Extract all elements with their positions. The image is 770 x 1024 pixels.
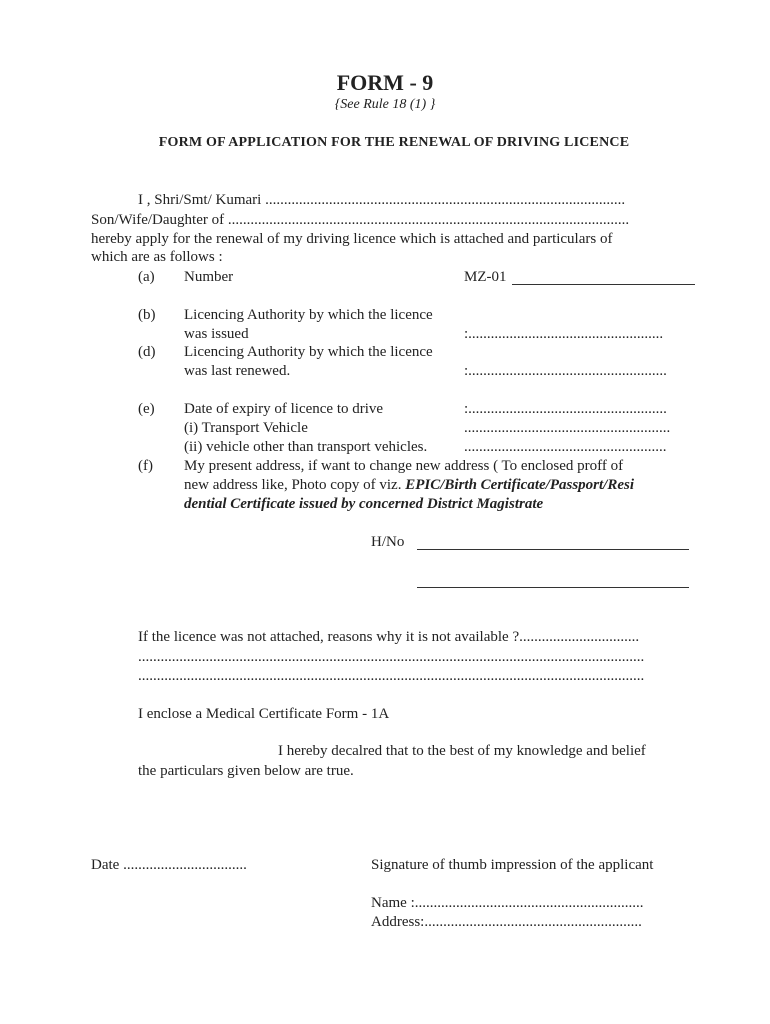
item-b-fill: :.................................................... — [464, 326, 664, 342]
intro-line-4: which are as follows : — [91, 249, 223, 265]
not-attached-line-1: If the licence was not attached, reasons why it is not available ?................................ — [138, 629, 640, 645]
form-subtitle: {See Rule 18 (1) } — [334, 97, 436, 112]
item-e-fill-3: ...................................................... — [464, 439, 667, 455]
item-a-underline — [512, 284, 695, 285]
signature-label: Signature of thumb impression of the applicant — [371, 857, 654, 873]
form-title: FORM - 9 — [336, 70, 434, 95]
item-d-line-1: Licencing Authority by which the licence — [184, 344, 433, 360]
name-field: Name :............................................................. — [371, 895, 644, 911]
item-a-value: MZ-01 — [464, 269, 507, 285]
item-f-letter: (f) — [138, 458, 153, 474]
item-d-fill: :..................................................... — [464, 363, 667, 379]
enclose-statement: I enclose a Medical Certificate Form - 1A — [138, 706, 390, 722]
item-e-fill-1: :..................................................... — [464, 401, 667, 417]
item-d-letter: (d) — [138, 344, 156, 360]
item-f-line-1: My present address, if want to change new address ( To enclosed proff of — [184, 458, 624, 474]
date-field: Date ................................. — [91, 857, 247, 873]
item-a-label: Number — [184, 269, 234, 285]
item-d-line-2: was last renewed. — [184, 363, 291, 379]
item-b-letter: (b) — [138, 307, 156, 323]
declaration-line-1: I hereby decalred that to the best of my knowledge and belief — [278, 743, 646, 759]
item-a-letter: (a) — [138, 269, 155, 285]
declaration-line-2: the particulars given below are true. — [138, 763, 354, 779]
item-e-line-1: Date of expiry of licence to drive — [184, 401, 384, 417]
item-e-line-3: (ii) vehicle other than transport vehicles. — [184, 439, 428, 455]
item-f-line-2 — [184, 476, 634, 495]
hno-label: H/No — [371, 534, 405, 550]
not-attached-line-2: ....................................................................................................................................... — [138, 649, 645, 665]
form-heading: FORM OF APPLICATION FOR THE RENEWAL OF DRIVING LICENCE — [158, 135, 630, 150]
intro-line-1: I , Shri/Smt/ Kumari ................................................................................................ — [138, 192, 626, 208]
address-field: Address:.......................................................... — [371, 914, 642, 930]
item-f-line-3: dential Certificate issued by concerned District Magistrate — [184, 496, 544, 512]
item-b-line-1: Licencing Authority by which the licence — [184, 307, 433, 323]
item-f-line-2-bold: EPIC/Birth Certificate/Passport/Resi — [405, 477, 634, 493]
intro-line-3: hereby apply for the renewal of my driving licence which is attached and particulars of — [91, 231, 613, 247]
intro-line-2: Son/Wife/Daughter of ........................................................................................................... — [91, 212, 630, 228]
item-e-fill-2: ....................................................... — [464, 420, 671, 436]
item-e-line-2: (i) Transport Vehicle — [184, 420, 308, 436]
item-f-line-2-plain: new address like, Photo copy of viz. — [184, 477, 406, 493]
item-e-letter: (e) — [138, 401, 155, 417]
not-attached-line-3: ....................................................................................................................................... — [138, 668, 645, 684]
hno-underline-1 — [417, 549, 689, 550]
hno-underline-2 — [417, 587, 689, 588]
item-b-line-2: was issued — [184, 326, 249, 342]
